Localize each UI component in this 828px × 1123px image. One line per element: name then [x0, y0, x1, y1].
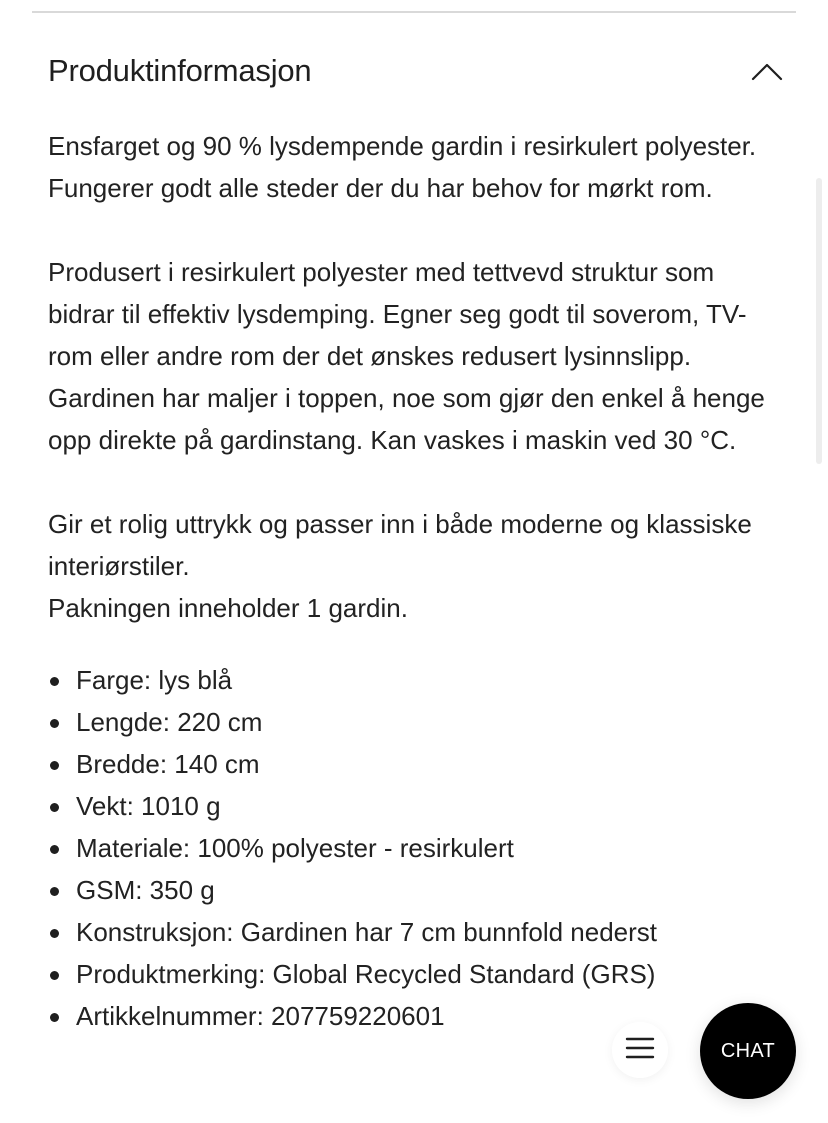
product-info-content	[48, 125, 768, 1037]
description-paragraph: Pakningen inneholder 1 gardin.	[48, 593, 408, 623]
description-paragraph: Ensfarget og 90 % lysdempende gardin i resirkulert polyester. Fungerer godt alle steder der du har behov for mørkt rom.	[48, 131, 757, 203]
spec-item-labeling: Produktmerking: Global Recycled Standard (GRS)	[48, 953, 768, 995]
spec-item-article-number: Artikkelnummer: 207759220601	[48, 995, 768, 1037]
spec-list	[48, 659, 768, 1037]
chat-button-label: CHAT	[720, 1039, 776, 1062]
spec-item-length: Lengde: 220 cm	[48, 701, 768, 743]
spec-item-width: Bredde: 140 cm	[48, 743, 768, 785]
spec-item-color: Farge: lys blå	[48, 659, 768, 701]
hamburger-menu-icon	[625, 1035, 655, 1066]
description-paragraph: Produsert i resirkulert polyester med tettvevd struktur som bidrar til effektiv lysdemping. Egner seg godt til soverom, TV-rom eller andre rom der det ønskes redusert lysinnslipp. Gardinen har maljer i toppen, noe som gjør den enkel å henge opp direkte på gardinstang. Kan vaskes i maskin ved 30 °C.	[48, 257, 765, 455]
description-paragraph: Gir et rolig uttrykk og passer inn i både moderne og klassiske interiørstiler.	[48, 509, 752, 581]
accordion-header-produktinformasjon[interactable]	[48, 46, 788, 96]
page-scrollbar[interactable]	[816, 178, 822, 464]
spec-item-construction: Konstruksjon: Gardinen har 7 cm bunnfold nederst	[48, 911, 768, 953]
section-divider	[32, 11, 796, 13]
chevron-up-icon[interactable]	[750, 54, 784, 88]
spec-item-material: Materiale: 100% polyester - resirkulert	[48, 827, 768, 869]
chat-button[interactable]	[700, 1003, 796, 1099]
accordion-title: Produktinformasjon	[48, 53, 312, 88]
spec-item-weight: Vekt: 1010 g	[48, 785, 768, 827]
menu-button[interactable]	[612, 1022, 668, 1078]
spec-item-gsm: GSM: 350 g	[48, 869, 768, 911]
